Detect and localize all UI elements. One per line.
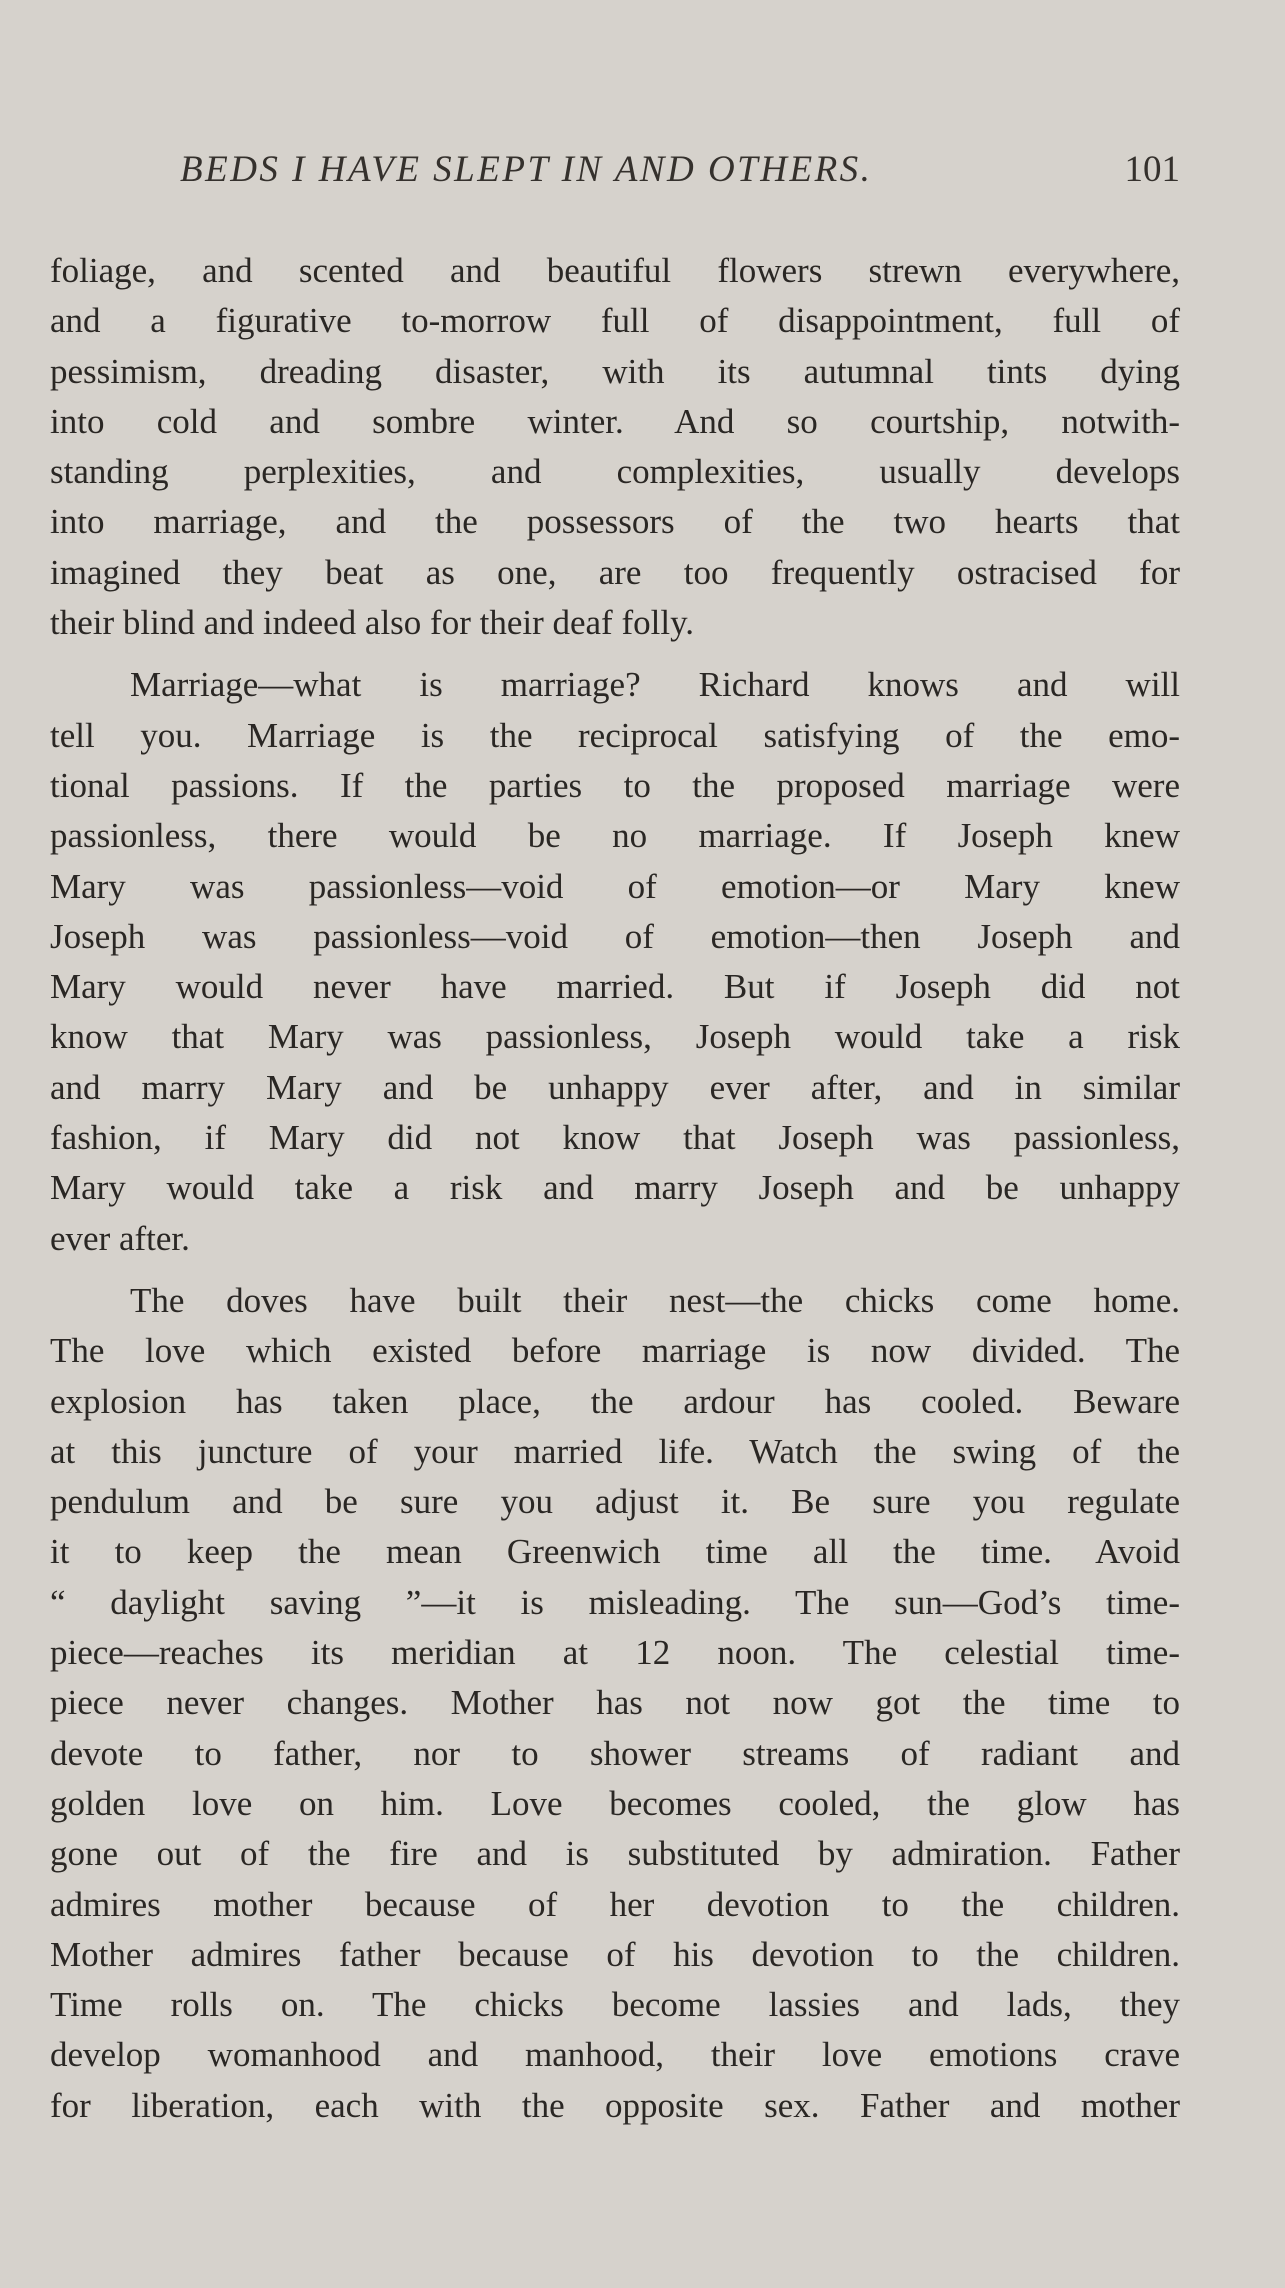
text-line: pessimism, dreading disaster, with its autumnal tints dying: [50, 351, 1180, 391]
paragraph-2: [50, 660, 1180, 1264]
text-line: into cold and sombre winter. And so courtship, notwith-: [50, 401, 1180, 441]
text-line: fashion, if Mary did not know that Joseph was passionless,: [50, 1118, 1180, 1158]
text-line: The love which existed before marriage is now divided. The: [50, 1331, 1180, 1371]
text-line: foliage, and scented and beautiful flowers strewn everywhere,: [50, 251, 1180, 290]
running-head: [50, 148, 1180, 198]
body-text: [50, 246, 1180, 2131]
paragraph-1: [50, 246, 1180, 648]
text-line: Marriage—what is marriage? Richard knows and will: [130, 665, 1180, 705]
page-number: 101: [1124, 149, 1180, 190]
text-line: develop womanhood and manhood, their love emotions crave: [50, 2035, 1180, 2075]
text-line: for liberation, each with the opposite sex. Father and mother: [50, 2085, 1180, 2125]
text-line: Mother admires father because of his devotion to the children.: [50, 1934, 1180, 1974]
text-line: standing perplexities, and complexities, usually develops: [50, 452, 1180, 492]
text-line: tional passions. If the parties to the proposed marriage were: [50, 765, 1180, 805]
text-line: piece—reaches its meridian at 12 noon. The celestial time-: [50, 1633, 1180, 1673]
text-line: and marry Mary and be unhappy ever after, and in similar: [50, 1067, 1180, 1107]
text-line: Mary was passionless—void of emotion—or Mary knew: [50, 866, 1180, 906]
text-line: Mary would never have married. But if Joseph did not: [50, 967, 1180, 1007]
text-line: tell you. Marriage is the reciprocal satisfying of the emo-: [50, 715, 1180, 755]
text-line: “ daylight saving ”—it is misleading. The sun—God’s time-: [50, 1582, 1180, 1622]
text-line: pendulum and be sure you adjust it. Be sure you regulate: [50, 1482, 1180, 1522]
text-line: Joseph was passionless—void of emotion—then Joseph and: [50, 916, 1180, 956]
text-line: gone out of the fire and is substituted by admiration. Father: [50, 1834, 1180, 1874]
text-line: at this juncture of your married life. Watch the swing of the: [50, 1431, 1180, 1471]
text-line: explosion has taken place, the ardour has cooled. Beware: [50, 1381, 1180, 1421]
text-line: into marriage, and the possessors of the two hearts that: [50, 502, 1180, 542]
text-line: Time rolls on. The chicks become lassies and lads, they: [50, 1985, 1180, 2025]
text-line: piece never changes. Mother has not now got the time to: [50, 1683, 1180, 1723]
paragraph-3: [50, 1276, 1180, 2131]
text-line: admires mother because of her devotion to the children.: [50, 1884, 1180, 1924]
text-line: The doves have built their nest—the chicks come home.: [130, 1280, 1180, 1320]
text-line: it to keep the mean Greenwich time all the time. Avoid: [50, 1532, 1180, 1572]
text-line: and a figurative to-morrow full of disappointment, full of: [50, 301, 1180, 341]
text-line: imagined they beat as one, are too frequently ostracised for: [50, 552, 1180, 592]
text-line: their blind and indeed also for their deaf folly.: [50, 603, 695, 643]
text-line: golden love on him. Love becomes cooled, the glow has: [50, 1783, 1180, 1823]
text-line: ever after.: [50, 1218, 190, 1258]
text-line: devote to father, nor to shower streams of radiant and: [50, 1733, 1180, 1773]
text-line: know that Mary was passionless, Joseph would take a risk: [50, 1017, 1180, 1057]
text-line: Mary would take a risk and marry Joseph and be unhappy: [50, 1168, 1180, 1208]
running-title: BEDS I HAVE SLEPT IN AND OTHERS.: [180, 149, 873, 190]
text-line: passionless, there would be no marriage. If Joseph knew: [50, 816, 1180, 856]
